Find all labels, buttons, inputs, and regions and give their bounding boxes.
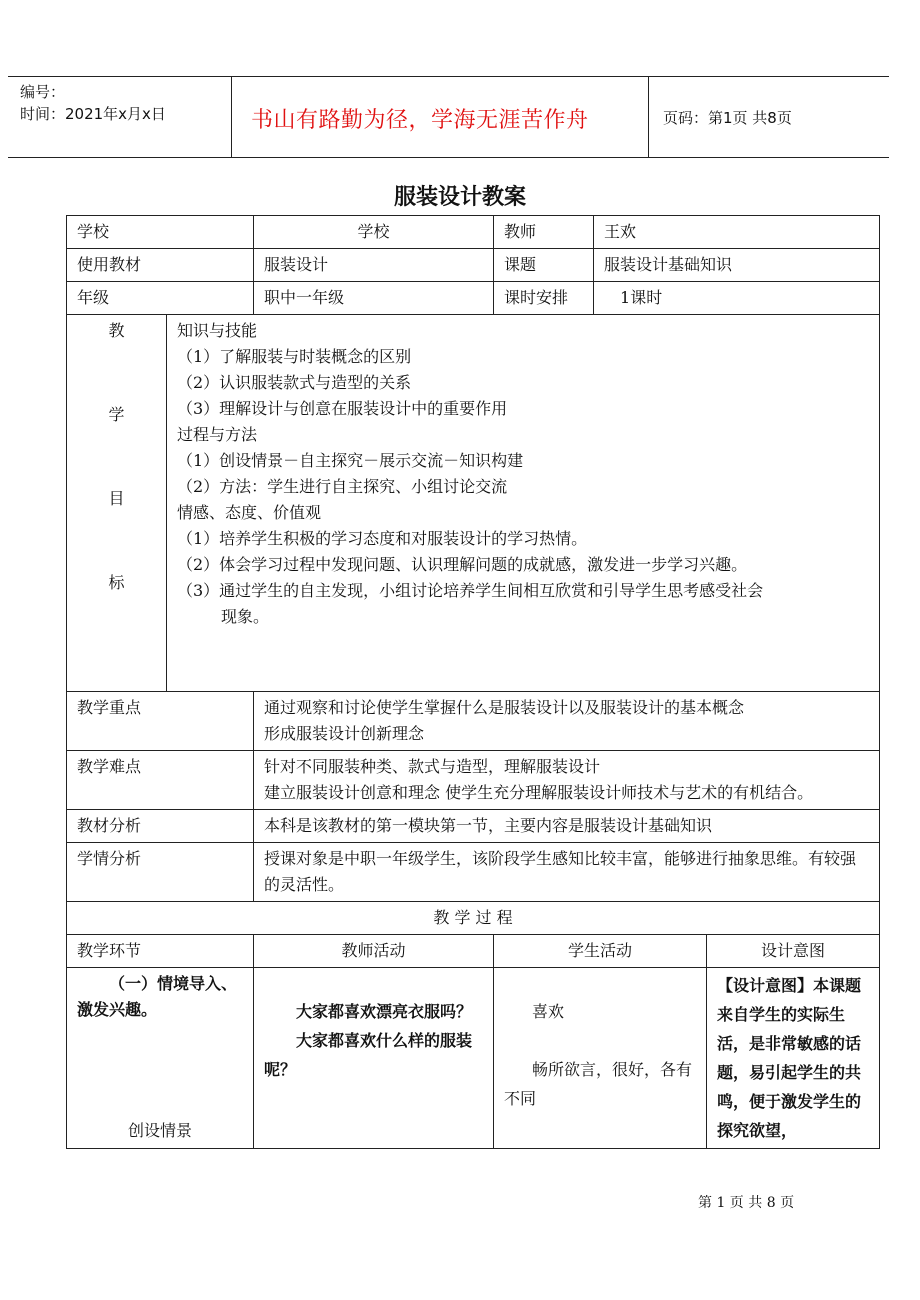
goals-heading: 过程与方法: [177, 425, 258, 444]
time-label: 时间：2021年x月x日: [20, 105, 166, 123]
document-header: [8, 76, 889, 158]
difficulty: 针对不同服装种类、款式与造型，理解服装设计: [264, 757, 601, 776]
stage-title: （一）情境导入、激发兴趣。: [77, 974, 238, 1019]
table-row: [67, 249, 880, 282]
teacher-activity-item: 大家都喜欢漂亮衣服吗？: [296, 1002, 473, 1021]
material-analysis-label: 教材分析: [67, 810, 254, 843]
table-row: [67, 692, 880, 751]
goals-label-char: 教: [108, 321, 125, 340]
student-analysis-content: 授课对象是中职一年级学生，该阶段学生感知比较丰富，能够进行抽象思维。有较强的灵活性。: [254, 843, 880, 902]
difficulty: 建立服装设计创意和理念 使学生充分理解服装设计师技术与艺术的有机结合。: [264, 783, 814, 802]
page-title: 服装设计教案: [393, 185, 526, 210]
motto: 书山有路勤为径，学海无涯苦作舟: [251, 108, 589, 133]
key-point: 形成服装设计创新理念: [264, 724, 425, 743]
teacher-activity: [254, 968, 494, 1149]
hours-label: 课时安排: [494, 282, 594, 315]
material-value: 服装设计: [254, 249, 494, 282]
teacher-activity-item: 大家都喜欢什么样的服装呢？: [264, 1031, 473, 1079]
teacher-label: 教师: [494, 216, 594, 249]
goals-heading: 知识与技能: [177, 321, 258, 340]
topic-label: 课题: [494, 249, 594, 282]
lesson-plan-table: [66, 215, 880, 1149]
table-row: [67, 282, 880, 315]
goal-item: （2）体会学习过程中发现问题、认识理解问题的成就感，激发进一步学习兴趣。: [177, 555, 748, 574]
page-code: 页码：第1页 共8页: [663, 109, 792, 127]
grade-label: 年级: [67, 282, 254, 315]
material-analysis-content: 本科是该教材的第一模块第一节，主要内容是服装设计基础知识: [254, 810, 880, 843]
key-points-label: 教学重点: [67, 692, 254, 751]
key-point: 通过观察和讨论使学生掌握什么是服装设计以及服装设计的基本概念: [264, 698, 745, 717]
column-header: 教师活动: [254, 935, 494, 968]
process-heading: 教 学 过 程: [67, 902, 880, 935]
goal-item: （1）培养学生积极的学习态度和对服装设计的学习热情。: [177, 529, 588, 548]
design-intent: 【设计意图】本课题来自学生的实际生活，是非常敏感的话题，易引起学生的共鸣，便于激发学生的探究欲望，: [707, 968, 880, 1149]
student-activity: [494, 968, 707, 1149]
student-analysis-label: 学情分析: [67, 843, 254, 902]
goals-content: [167, 315, 880, 692]
table-row: [67, 935, 880, 968]
table-row: [67, 810, 880, 843]
header-divider: [231, 77, 232, 157]
column-header: 学生活动: [494, 935, 707, 968]
goals-heading: 情感、态度、价值观: [177, 503, 322, 522]
table-row: [67, 751, 880, 810]
school-label: 学校: [67, 216, 254, 249]
goal-item: （3）理解设计与创意在服装设计中的重要作用: [177, 399, 508, 418]
goals-label: [67, 315, 167, 692]
goal-item: （3）通过学生的自主发现，小组讨论培养学生间相互欣赏和引导学生思考感受社会: [177, 581, 764, 600]
hours-value: 1课时: [594, 282, 880, 315]
header-divider: [648, 77, 649, 157]
goal-item: 现象。: [221, 607, 270, 626]
goal-item: （2）认识服装款式与造型的关系: [177, 373, 412, 392]
school-value: 学校: [254, 216, 494, 249]
stage-subtitle: 创设情景: [128, 1121, 193, 1140]
table-row: [67, 315, 880, 692]
table-row: [67, 968, 880, 1149]
goals-label-char: 标: [108, 573, 125, 592]
difficulties-label: 教学难点: [67, 751, 254, 810]
table-row: [67, 902, 880, 935]
table-row: [67, 843, 880, 902]
column-header: 教学环节: [67, 935, 254, 968]
table-row: [67, 216, 880, 249]
process-stage: [67, 968, 254, 1149]
material-label: 使用教材: [67, 249, 254, 282]
column-header: 设计意图: [707, 935, 880, 968]
student-activity-item: 畅所欲言，很好，各有不同: [504, 1060, 693, 1108]
goals-label-char: 目: [108, 489, 125, 508]
teacher-value: 王欢: [594, 216, 880, 249]
student-activity-item: 喜欢: [532, 1002, 565, 1021]
key-points-content: [254, 692, 880, 751]
goal-item: （2）方法：学生进行自主探究、小组讨论交流: [177, 477, 508, 496]
difficulties-content: [254, 751, 880, 810]
header-meta: [20, 81, 166, 125]
topic-value: 服装设计基础知识: [594, 249, 880, 282]
grade-value: 职中一年级: [254, 282, 494, 315]
goal-item: （1）创设情景－自主探究－展示交流－知识构建: [177, 451, 524, 470]
goals-label-char: 学: [108, 405, 125, 424]
page-footer: 第 1 页 共 8 页: [698, 1195, 795, 1211]
goal-item: （1）了解服装与时装概念的区别: [177, 347, 412, 366]
number-label: 编号：: [20, 83, 66, 101]
